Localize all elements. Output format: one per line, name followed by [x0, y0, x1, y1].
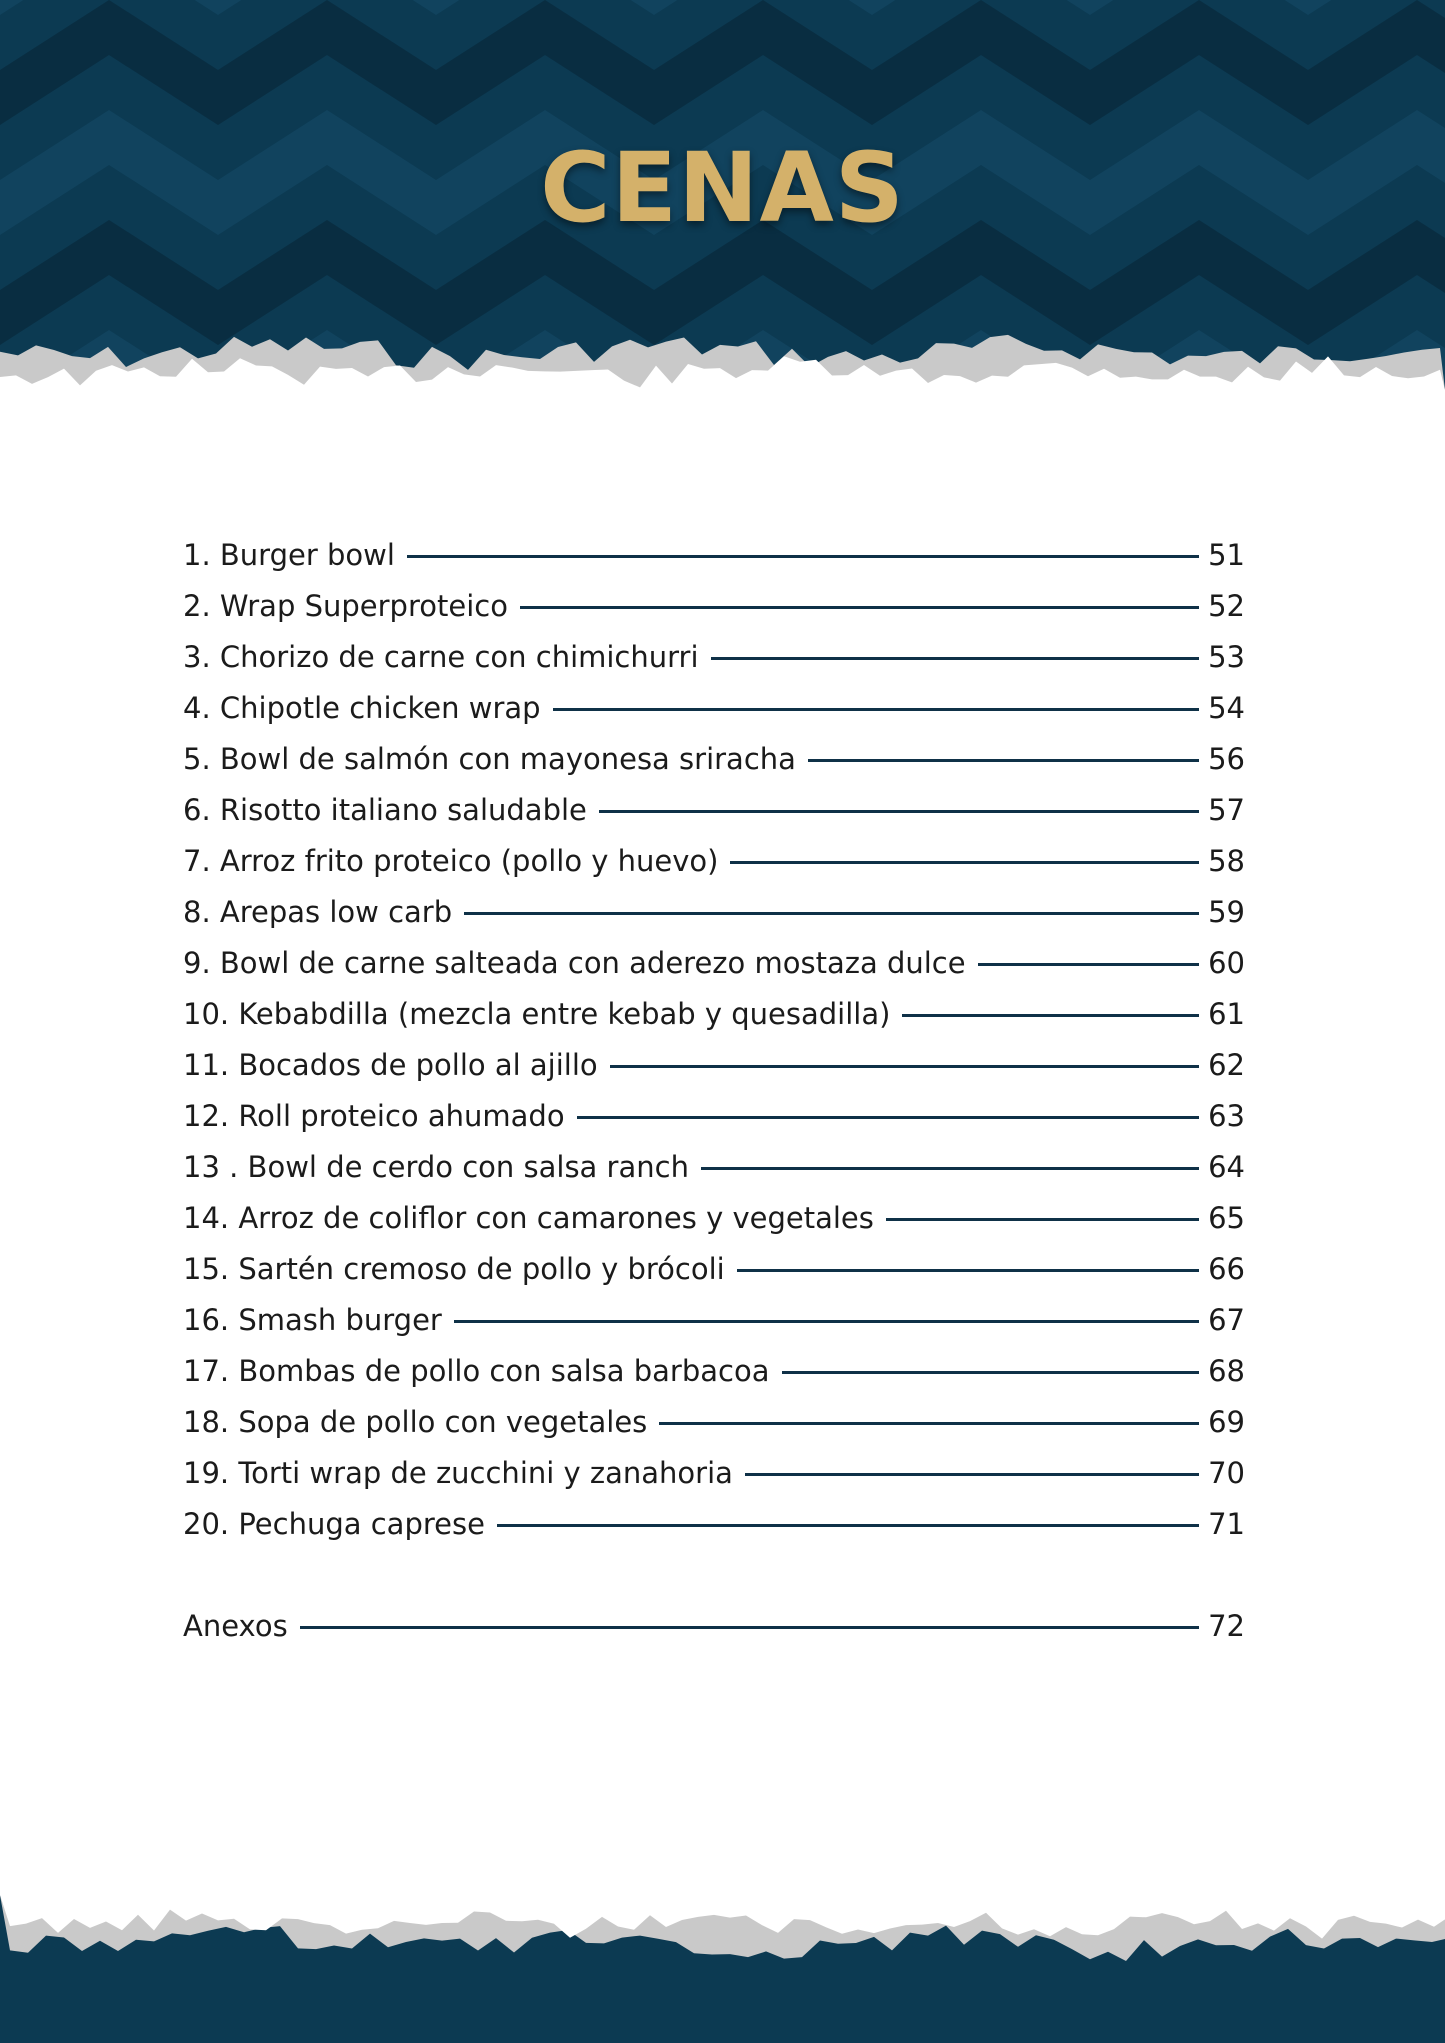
toc-page-number: 65: [1208, 1200, 1245, 1235]
toc-page-number: 53: [1208, 639, 1245, 674]
toc-entry-title: 9. Bowl de carne salteada con aderezo mostaza dulce: [183, 945, 966, 980]
toc-entry[interactable]: [183, 733, 1245, 784]
toc-page-number: 58: [1208, 843, 1245, 878]
toc-entry-title: 2. Wrap Superproteico: [183, 588, 508, 623]
toc-entry[interactable]: [183, 1243, 1245, 1294]
toc-leader-line: [782, 1371, 1200, 1374]
toc-page-number: 70: [1208, 1455, 1245, 1490]
toc-leader-line: [497, 1524, 1199, 1527]
toc-entry-title: 11. Bocados de pollo al ajillo: [183, 1047, 598, 1082]
toc-entry-title: Anexos: [183, 1608, 288, 1643]
toc-page-number: 60: [1208, 945, 1245, 980]
toc-spacer: [183, 1549, 1245, 1600]
toc-page-number: 71: [1208, 1506, 1245, 1541]
toc-entry[interactable]: [183, 988, 1245, 1039]
toc-entry[interactable]: [183, 1090, 1245, 1141]
toc-leader-line: [659, 1422, 1199, 1425]
page-title: CENAS: [540, 132, 905, 244]
toc-entry-title: 16. Smash burger: [183, 1302, 442, 1337]
toc-entry[interactable]: [183, 580, 1245, 631]
toc-leader-line: [745, 1473, 1199, 1476]
toc-page-number: 54: [1208, 690, 1245, 725]
toc-entry-title: 14. Arroz de coliflor con camarones y vegetales: [183, 1200, 874, 1235]
toc-entry-title: 17. Bombas de pollo con salsa barbacoa: [183, 1353, 770, 1388]
toc-leader-line: [300, 1626, 1199, 1629]
toc-entry-title: 10. Kebabdilla (mezcla entre kebab y quesadilla): [183, 996, 891, 1031]
toc-entry-title: 18. Sopa de pollo con vegetales: [183, 1404, 648, 1439]
toc-entry-annex[interactable]: [183, 1600, 1245, 1651]
toc-entry[interactable]: [183, 1039, 1245, 1090]
toc-entry-title: 7. Arroz frito proteico (pollo y huevo): [183, 843, 719, 878]
toc-entry-title: 5. Bowl de salmón con mayonesa sriracha: [183, 741, 796, 776]
toc-entry[interactable]: [183, 529, 1245, 580]
toc-entry[interactable]: [183, 886, 1245, 937]
toc-leader-line: [730, 861, 1199, 864]
toc-entry-title: 20. Pechuga caprese: [183, 1506, 485, 1541]
toc-page-number: 61: [1208, 996, 1245, 1031]
toc-entry[interactable]: [183, 1345, 1245, 1396]
toc-leader-line: [464, 912, 1199, 915]
toc-entry[interactable]: [183, 835, 1245, 886]
toc-leader-line: [610, 1065, 1199, 1068]
toc-entry[interactable]: [183, 1498, 1245, 1549]
toc-page-number: 66: [1208, 1251, 1245, 1286]
toc-page-number: 68: [1208, 1353, 1245, 1388]
toc-leader-line: [737, 1269, 1199, 1272]
toc-entry[interactable]: [183, 1141, 1245, 1192]
toc-leader-line: [407, 555, 1199, 558]
toc-entry[interactable]: [183, 1447, 1245, 1498]
table-of-contents: [183, 529, 1245, 1651]
toc-page-number: 72: [1208, 1608, 1245, 1643]
toc-entry-title: 13 . Bowl de cerdo con salsa ranch: [183, 1149, 689, 1184]
toc-entry-title: 15. Sartén cremoso de pollo y brócoli: [183, 1251, 725, 1286]
toc-leader-line: [886, 1218, 1199, 1221]
toc-page-number: 59: [1208, 894, 1245, 929]
toc-entry[interactable]: [183, 682, 1245, 733]
toc-leader-line: [711, 657, 1199, 660]
toc-page-number: 69: [1208, 1404, 1245, 1439]
toc-entry-title: 6. Risotto italiano saludable: [183, 792, 587, 827]
toc-page-number: 63: [1208, 1098, 1245, 1133]
toc-page-number: 62: [1208, 1047, 1245, 1082]
toc-leader-line: [520, 606, 1199, 609]
toc-leader-line: [553, 708, 1199, 711]
toc-entry-title: 12. Roll proteico ahumado: [183, 1098, 565, 1133]
toc-entry-title: 4. Chipotle chicken wrap: [183, 690, 541, 725]
toc-leader-line: [978, 963, 1199, 966]
toc-entry[interactable]: [183, 631, 1245, 682]
toc-leader-line: [701, 1167, 1199, 1170]
toc-page-number: 52: [1208, 588, 1245, 623]
toc-page-number: 57: [1208, 792, 1245, 827]
footer-banner: [0, 1895, 1445, 2043]
toc-leader-line: [577, 1116, 1199, 1119]
toc-entry[interactable]: [183, 937, 1245, 988]
toc-page-number: 51: [1208, 537, 1245, 572]
toc-entry-title: 19. Torti wrap de zucchini y zanahoria: [183, 1455, 733, 1490]
toc-page-number: 64: [1208, 1149, 1245, 1184]
header-banner: [0, 0, 1445, 390]
toc-leader-line: [454, 1320, 1199, 1323]
toc-entry[interactable]: [183, 1396, 1245, 1447]
toc-leader-line: [902, 1014, 1199, 1017]
toc-entry[interactable]: [183, 1192, 1245, 1243]
toc-page-number: 67: [1208, 1302, 1245, 1337]
toc-entry[interactable]: [183, 784, 1245, 835]
toc-entry-title: 8. Arepas low carb: [183, 894, 453, 929]
toc-entry[interactable]: [183, 1294, 1245, 1345]
toc-leader-line: [808, 759, 1199, 762]
torn-paper-footer: [0, 1895, 1445, 2043]
toc-page-number: 56: [1208, 741, 1245, 776]
toc-leader-line: [599, 810, 1199, 813]
toc-entry-title: 3. Chorizo de carne con chimichurri: [183, 639, 699, 674]
toc-entry-title: 1. Burger bowl: [183, 537, 395, 572]
